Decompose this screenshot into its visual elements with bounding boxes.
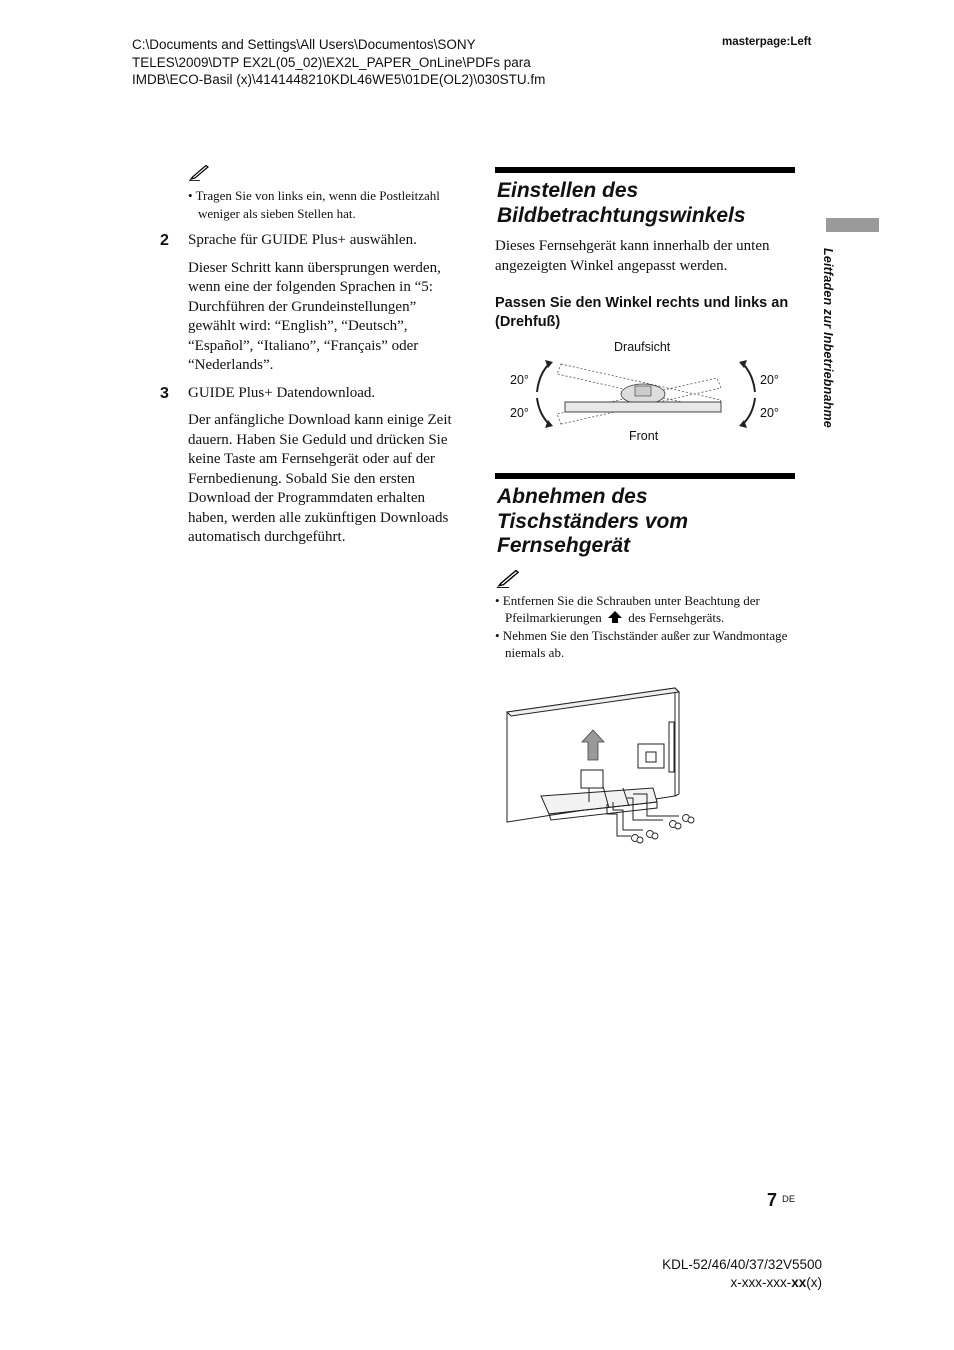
swivel-subheading: Passen Sie den Winkel rechts und links an (Drehfuß) xyxy=(495,295,789,330)
page-number: 7 xyxy=(767,1190,778,1210)
code-bold: xx xyxy=(791,1274,807,1290)
swivel-diagram xyxy=(495,336,795,448)
screw-note-text-end: des Fernsehgeräts. xyxy=(628,610,725,625)
screw-note xyxy=(495,592,795,627)
model-number: KDL-52/46/40/37/32V5500 xyxy=(662,1257,822,1272)
masterpage-label: masterpage:Left xyxy=(722,36,812,48)
pencil-note-icon xyxy=(495,570,521,588)
section-title-remove-stand: Abnehmen des Tischständers vom Fernsehgerät xyxy=(497,485,689,557)
screw-note-text: • Entfernen Sie die Schrauben unter Beachtung der Pfeilmarkierungen xyxy=(495,592,760,625)
page-language: DE xyxy=(782,1194,796,1205)
wall-mount-note: • Nehmen Sie den Tischständer außer zur Wandmontage niemals ab. xyxy=(495,627,788,660)
document-code xyxy=(662,1274,822,1292)
step-body: Dieser Schritt kann übersprungen werden, wenn eine der folgenden Sprachen in “5: Durchführen der Grundeinstellungen” gewählt wird: “English”, “Deutsch”, “Español”, “Italiano”, “Français” oder “Nederlands”. xyxy=(188,259,441,373)
step-2 xyxy=(160,231,460,376)
step-title: Sprache für GUIDE Plus+ auswählen. xyxy=(188,232,417,248)
angle-bottom-left: 20° xyxy=(510,406,529,420)
right-column xyxy=(495,167,795,864)
section-title-viewing-angle: Einstellen des Bildbetrachtungswinkels xyxy=(497,179,746,227)
arrow-mark-icon xyxy=(608,611,622,623)
file-path-line-3: IMDB\ECO-Basil (x)\4141448210KDL46WE5\01DE(OL2)\030STU.fm xyxy=(132,72,546,87)
angle-bottom-right: 20° xyxy=(760,406,779,420)
remove-stand-notes xyxy=(495,592,795,662)
angle-top-right: 20° xyxy=(760,373,779,387)
section-rule xyxy=(495,167,795,173)
postal-code-note: • Tragen Sie von links ein, wenn die Postleitzahl weniger als sieben Stellen hat. xyxy=(188,188,440,221)
file-path-line-1: C:\Documents and Settings\All Users\Documentos\SONY xyxy=(132,37,476,52)
angle-top-left: 20° xyxy=(510,373,529,387)
step-3 xyxy=(160,384,460,548)
pencil-note-icon xyxy=(188,165,210,181)
file-path-header xyxy=(132,36,652,89)
top-view-label: Draufsicht xyxy=(614,340,671,354)
code-prefix: x-xxx-xxx- xyxy=(730,1274,792,1290)
step-body: Der anfängliche Download kann einige Zeit dauern. Haben Sie Geduld und drücken Sie keine Taste am Fernsehgerät oder auf der Fernbedienung. Sobald Sie den ersten Download der Programmdaten erhalten haben, werden alle zukünftigen Downloads automatisch durchgeführt. xyxy=(188,412,452,545)
step-number: 3 xyxy=(160,384,169,402)
code-suffix: (x) xyxy=(806,1274,822,1290)
stand-removal-illustration xyxy=(503,684,703,864)
section-rule xyxy=(495,473,795,479)
front-label: Front xyxy=(629,429,659,443)
swivel-illustration xyxy=(531,356,761,432)
file-path-line-2: TELES\2009\DTP EX2L(05_02)\EX2L_PAPER_OnLine\PDFs para xyxy=(132,54,531,70)
step-title: GUIDE Plus+ Datendownload. xyxy=(188,384,376,401)
chapter-side-label: Leitfaden zur Inbetriebnahme xyxy=(821,248,835,428)
model-footer xyxy=(662,1256,822,1291)
step-number: 2 xyxy=(160,232,169,249)
left-column xyxy=(160,165,460,548)
viewing-angle-intro: Dieses Fernsehgerät kann innerhalb der unten angezeigten Winkel angepasst werden. xyxy=(495,238,770,274)
chapter-tab xyxy=(826,218,879,232)
